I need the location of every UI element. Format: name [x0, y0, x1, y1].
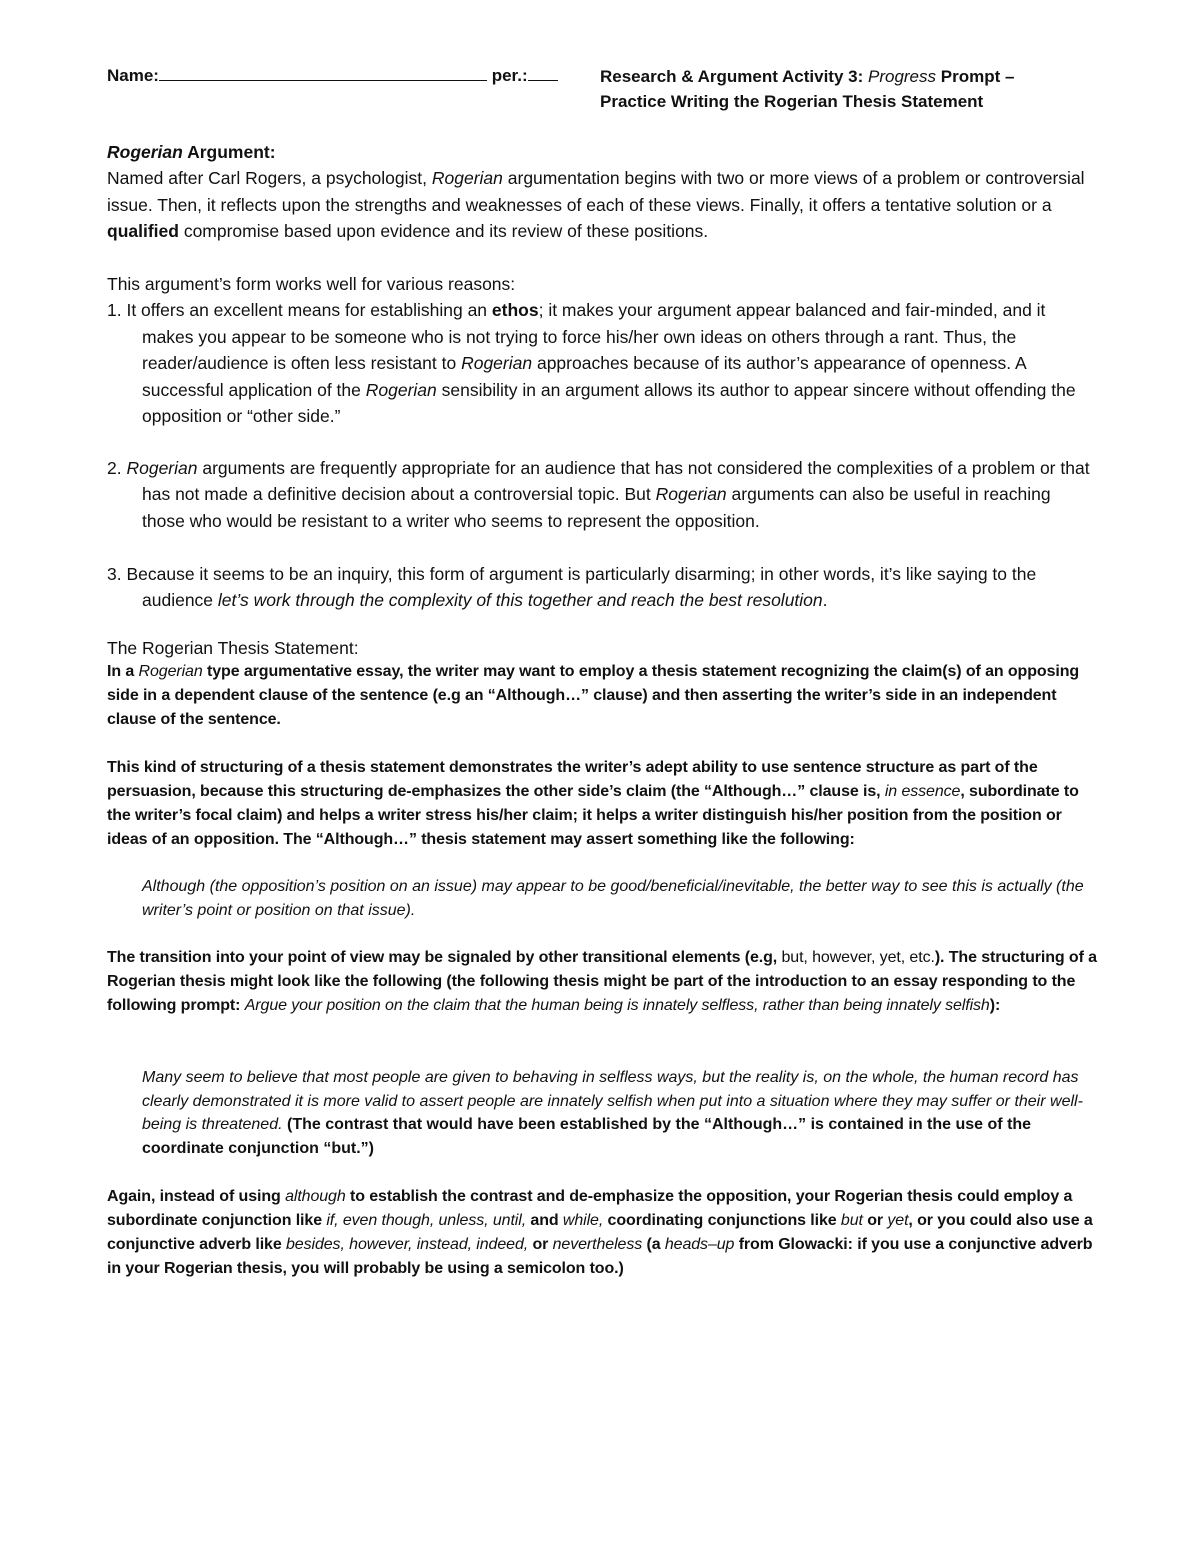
reason-3: 3. Because it seems to be an inquiry, this form of argument is particularly disarming; in other words, it’s like saying to the audience let’s work through the complexity of this together and reach the best resolution.	[107, 564, 1037, 611]
reason-2: 2. Rogerian arguments are frequently appropriate for an audience that has not considered the complexities of a problem or that has not made a definitive decision about a controversial topic. But Rogerian arguments can also be useful in reaching those who would be resistant to a writer who seems to represent the opposition.	[107, 458, 1090, 531]
reason-2-block	[107, 455, 1097, 534]
thesis-heading: The Rogerian Thesis Statement:	[107, 638, 359, 658]
rogerian-argument-section	[107, 139, 1097, 245]
thesis-paragraph-1: In a Rogerian type argumentative essay, the writer may want to employ a thesis statement recognizing the claim(s) of an opposing side in a dependent clause of the sentence (e.g an “Although…” clause) and then asserting the writer’s side in an independent clause of the sentence.	[107, 663, 1080, 728]
example-thesis-quote: Many seem to believe that most people are given to behaving in selfless ways, but the reality is, on the whole, the human record has clearly demonstrated it is more valid to assert people are innately selfish when put into a situation where they may suffer or their well-being is threatened. (The contrast that would have been established by the “Although…” is contained in the use of the coordinate conjunction “but.”)	[142, 1069, 1083, 1157]
thesis-paragraph-2: This kind of structuring of a thesis statement demonstrates the writer’s adept ability to use sentence structure as part of the persuasion, because this structuring de-emphasizes the other side’s claim (the “Although…” clause is, in essence, subordinate to the writer’s focal claim) and helps a writer stress his/her claim; it helps a writer distinguish his/her position from the position or ideas of an opposition. The “Although…” thesis statement may assert something like the following:	[107, 759, 1079, 848]
name-label: Name:	[107, 66, 159, 85]
title-line-2: Practice Writing the Rogerian Thesis Statement	[600, 92, 984, 111]
name-blank	[159, 64, 487, 81]
document-title	[600, 64, 1014, 114]
thesis-template-quote: Although (the opposition’s position on an issue) may appear to be good/beneficial/inevitable, the better way to see this is actually (the writer’s point or position on that issue).	[142, 878, 1084, 919]
reasons-intro: This argument’s form works well for various reasons:	[107, 274, 516, 294]
thesis-paragraph-4: Again, instead of using although to establish the contrast and de-emphasize the opposition, your Rogerian thesis could employ a subordinate conjunction like if, even though, unless, until, and while, coordinating conjunctions like but or yet, or you could also use a conjunctive adverb like besides, however, instead, indeed, or nevertheless (a heads–up from Glowacki: if you use a conjunctive adverb in your Rogerian thesis, you will probably be using a semicolon too.)	[107, 1188, 1093, 1277]
name-period-line	[107, 64, 558, 88]
reason-1: 1. It offers an excellent means for establishing an ethos; it makes your argument appear balanced and fair-minded, and it makes you appear to be someone who is not trying to force his/her own ideas on others through a rant. Thus, the reader/audience is often less resistant to Rogerian approaches because of its author’s appearance of openness. A successful application of the Rogerian sensibility in an argument allows its author to appear sincere without offending the opposition or “other side.”	[107, 300, 1076, 427]
reason-3-block	[107, 561, 1097, 614]
period-label: per.:	[491, 66, 528, 85]
period-blank	[528, 64, 558, 81]
section-heading: Rogerian Argument:	[107, 142, 276, 162]
title-line-1: Research & Argument Activity 3: Progress Prompt –	[600, 67, 1015, 86]
definition-paragraph: Named after Carl Rogers, a psychologist, Rogerian argumentation begins with two or more views of a problem or controversial issue. Then, it reflects upon the strengths and weaknesses of each of these views. Finally, it offers a tentative solution or a qualified compromise based upon evidence and its review of these positions.	[107, 168, 1085, 242]
thesis-paragraph-3: The transition into your point of view may be signaled by other transitional elements (e.g, but, however, yet, etc.). The structuring of a Rogerian thesis might look like the following (the following thesis might be part of the introduction to an essay responding to the following prompt: Argue your position on the claim that the human being is innately selfless, rather than being innately selfish):	[107, 949, 1097, 1014]
thesis-section	[107, 636, 1097, 732]
reasons-section	[107, 271, 1097, 429]
